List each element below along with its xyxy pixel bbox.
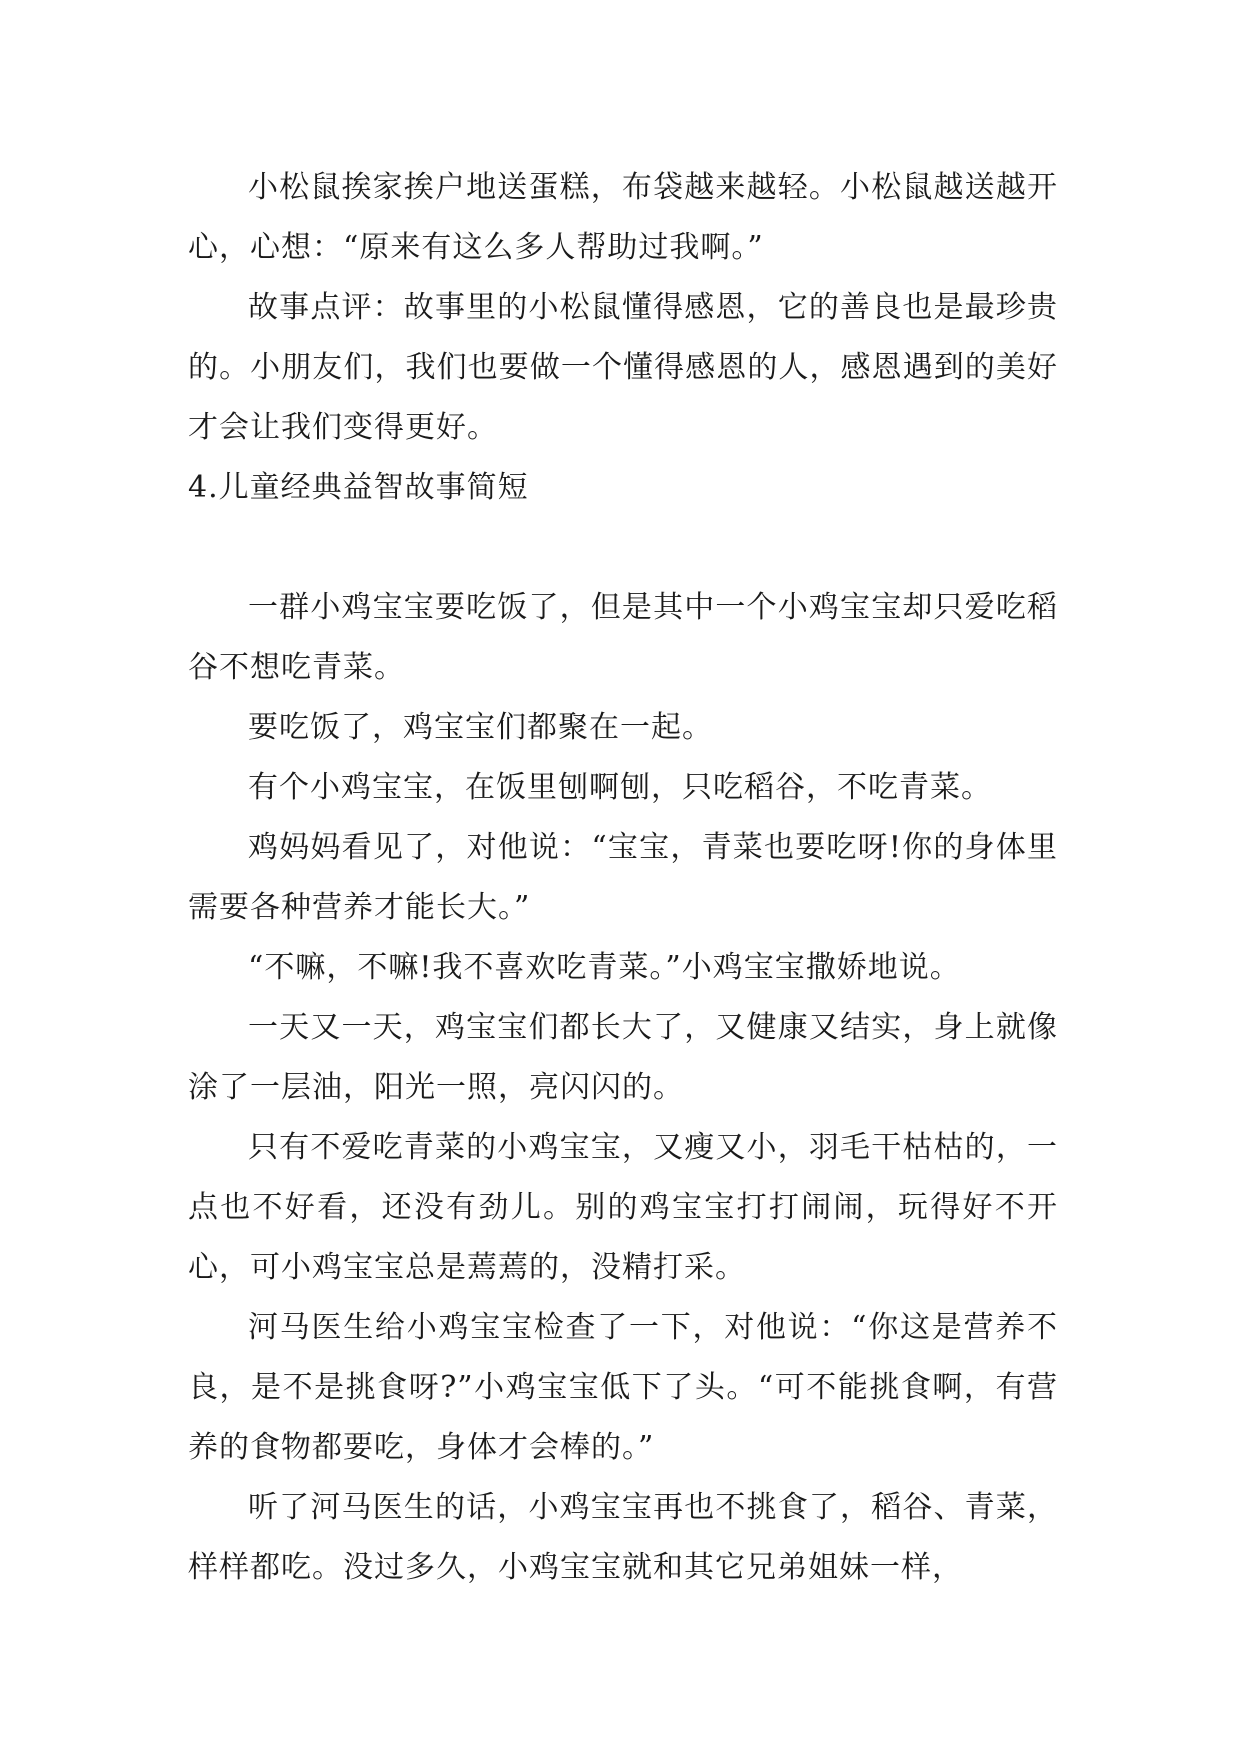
- paragraph: 一天又一天，鸡宝宝们都长大了，又健康又结实，身上就像涂了一层油，阳光一照，亮闪闪的。: [188, 1010, 1058, 1105]
- paragraph: 鸡妈妈看见了，对他说：“宝宝，青菜也要吃呀!你的身体里需要各种营养才能长大。”: [188, 830, 1058, 925]
- section-heading: 4.儿童经典益智故事简短: [188, 470, 529, 505]
- paragraph: 只有不爱吃青菜的小鸡宝宝，又瘦又小，羽毛干枯枯的，一点也不好看，还没有劲儿。别的鸡宝宝打打闹闹，玩得好不开心，可小鸡宝宝总是蔫蔫的，没精打采。: [188, 1130, 1058, 1285]
- paragraph: 有个小鸡宝宝，在饭里刨啊刨，只吃稻谷，不吃青菜。: [248, 770, 992, 805]
- paragraph: 一群小鸡宝宝要吃饭了，但是其中一个小鸡宝宝却只爱吃稻谷不想吃青菜。: [188, 590, 1058, 685]
- blank-line: [188, 518, 1058, 578]
- paragraph: 故事点评：故事里的小松鼠懂得感恩，它的善良也是最珍贵的。小朋友们，我们也要做一个懂得感恩的人，感恩遇到的美好才会让我们变得更好。: [188, 290, 1058, 445]
- paragraph: “不嘛，不嘛!我不喜欢吃青菜。”小鸡宝宝撒娇地说。: [248, 950, 961, 985]
- paragraph: 河马医生给小鸡宝宝检查了一下，对他说：“你这是营养不良，是不是挑食呀?”小鸡宝宝低下了头。“可不能挑食啊，有营养的食物都要吃，身体才会棒的。”: [188, 1310, 1058, 1465]
- document-body: [188, 158, 1058, 1598]
- paragraph: 小松鼠挨家挨户地送蛋糕，布袋越来越轻。小松鼠越送越开心，心想：“原来有这么多人帮助过我啊。”: [188, 170, 1058, 265]
- paragraph: 要吃饭了，鸡宝宝们都聚在一起。: [248, 710, 713, 745]
- paragraph: 听了河马医生的话，小鸡宝宝再也不挑食了，稻谷、青菜，样样都吃。没过多久，小鸡宝宝就和其它兄弟姐妹一样，: [188, 1490, 1058, 1585]
